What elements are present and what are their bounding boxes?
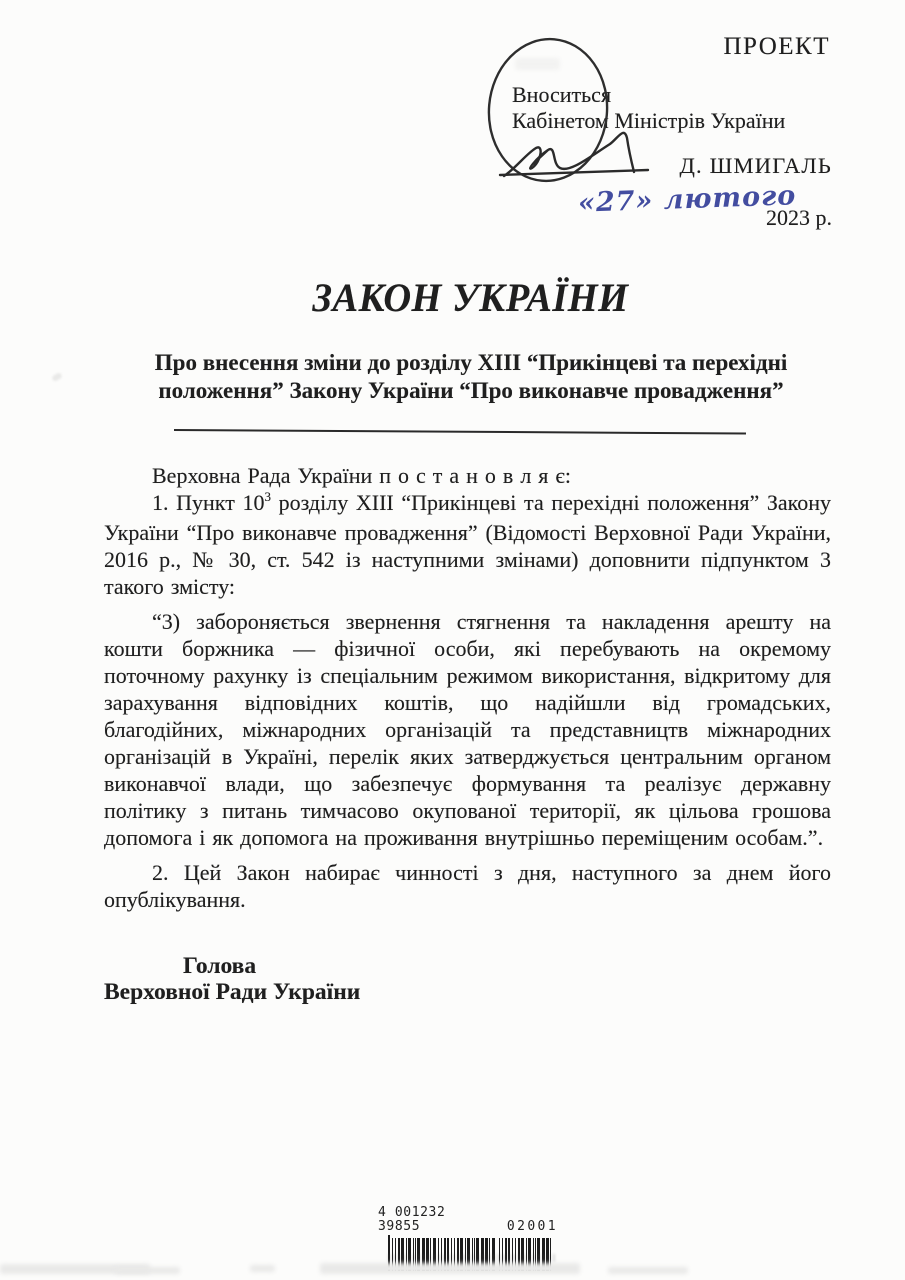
scan-smudge <box>115 1267 180 1274</box>
signatory-position-line1: Голова <box>183 953 257 979</box>
law-subtitle-line2: положення” Закону України “Про виконавче провадження” <box>158 378 784 403</box>
law-subtitle <box>140 349 802 405</box>
scan-smudge <box>51 372 63 382</box>
law-body <box>104 462 831 913</box>
law-title: ЗАКОН УКРАЇНИ <box>312 275 629 320</box>
scan-smudge <box>250 1265 275 1272</box>
barcode-digits <box>378 1206 558 1234</box>
paragraph-1-text-cont: розділу XIII “Прикінцеві та перехідні положення” Закону України “Про виконавче провадження” (Відомості Верховної Ради України, 2016 р., № 30, ст. 542 із наступними змінами) доповнити підпунктом 3 такого змісту: <box>104 490 832 599</box>
signatory-position-line2: Верховної Ради України <box>104 979 361 1005</box>
scan-smudge <box>608 1267 688 1274</box>
signer-name: Д. ШМИГАЛЬ <box>679 153 832 178</box>
barcode-print-fade <box>388 1254 558 1262</box>
paragraph-1-text: 1. Пункт 10 <box>152 490 265 515</box>
barcode-digits-left: 4 001232 39855 <box>378 1205 446 1234</box>
divider-line <box>174 429 746 435</box>
superscript-3: 3 <box>264 489 271 504</box>
law-subtitle-line1: Про внесення зміни до розділу XIII “Прикінцеві та перехідні <box>154 350 788 375</box>
signatory-block <box>104 953 360 1005</box>
paragraph-2: 2. Цей Закон набирає чинності з дня, наступного за днем його опублікування. <box>104 860 831 912</box>
scan-smudge <box>320 1263 580 1274</box>
paragraph-1 <box>104 489 831 600</box>
scan-smudge <box>515 58 560 70</box>
submission-note-line2: Кабінетом Міністрів України <box>512 108 786 133</box>
handwritten-date: «27» лютого <box>577 180 797 219</box>
draft-label: ПРОЕКТ <box>723 33 830 60</box>
enacting-clause: Верховна Рада України п о с т а н о в л я є: <box>152 463 571 488</box>
barcode-digits-right: 02001 <box>506 1219 558 1234</box>
submission-note-line1: Вноситься <box>512 82 612 107</box>
signature-scribble <box>496 118 656 186</box>
year-label: 2023 р. <box>766 205 832 230</box>
paragraph-subitem-quote: “3) забороняється звернення стягнення та накладення арешту на кошти боржника — фізичної особи, які перебувають на окремому поточному рахунку із спеціальним режимом використання, відкритому для зарахування відповідних коштів, що надійшли від громадських, благодійних, міжнародних організацій та представництв міжнародних організацій в Україні, перелік яких затверджується центральним органом виконавчої влади, що забезпечує формування та реалізує державну політику з питань тимчасово окупованої території, як цільова грошова допомога і як допомога на проживання внутрішньо переміщеним особам.”. <box>104 609 831 850</box>
